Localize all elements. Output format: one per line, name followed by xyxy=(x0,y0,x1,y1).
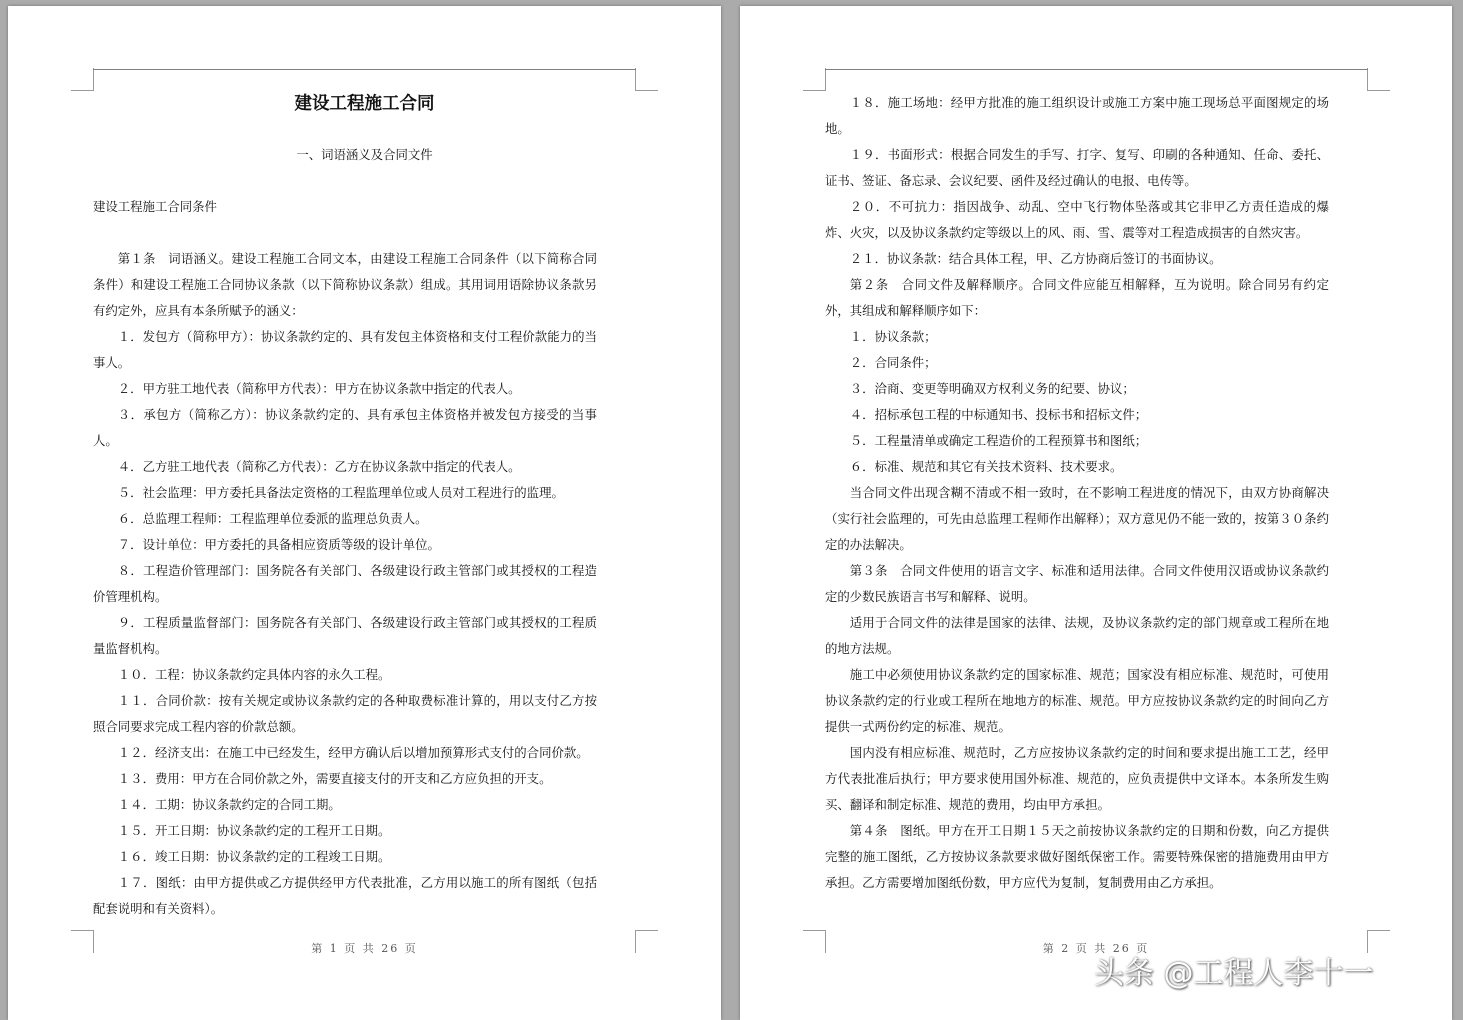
paragraph: １４．工期：协议条款约定的合同工期。 xyxy=(117,797,341,812)
paragraph: ６．总监理工程师：工程监理单位委派的监理总负责人。 xyxy=(117,511,428,526)
paragraph: １０．工程：协议条款约定具体内容的永久工程。 xyxy=(117,667,391,682)
page-2-body xyxy=(825,90,1329,896)
corner-mark xyxy=(635,68,658,91)
paragraph: １２．经济支出：在施工中已经发生，经甲方确认后以增加预算形式支付的合同价款。 xyxy=(117,745,589,760)
paragraph: ２０．不可抗力：指因战争、动乱、空中飞行物体坠落或其它非甲乙方责任造成的爆炸、火灾，以及协议条款约定等级以上的风、雨、雪、震等对工程造成损害的自然灾害。 xyxy=(825,199,1329,240)
paragraph: １３．费用：甲方在合同价款之外，需要直接支付的开支和乙方应负担的开支。 xyxy=(117,771,552,786)
paragraph: 适用于合同文件的法律是国家的法律、法规，及协议条款约定的部门规章或工程所在地的地方法规。 xyxy=(825,615,1329,656)
paragraph: １．协议条款； xyxy=(849,329,937,344)
corner-mark xyxy=(803,68,826,91)
watermark-text: 头条 @工程人李十一 xyxy=(1094,956,1374,991)
paragraph: ７．设计单位：甲方委托的具备相应资质等级的设计单位。 xyxy=(117,537,440,552)
section-title: 一、词语涵义及合同文件 xyxy=(296,147,433,162)
paragraph: １７．图纸：由甲方提供或乙方提供经甲方代表批准，乙方用以施工的所有图纸（包括配套说明和有关资料）。 xyxy=(93,875,597,916)
header-line xyxy=(93,69,636,70)
corner-mark xyxy=(71,68,94,91)
conditions-title: 建设工程施工合同条件 xyxy=(93,199,217,214)
paragraph: 第３条 合同文件使用的语言文字、标准和适用法律。合同文件使用汉语或协议条款约定的少数民族语言书写和解释、说明。 xyxy=(825,563,1329,604)
corner-mark xyxy=(1367,68,1390,91)
paragraph: ４．招标承包工程的中标通知书、投标书和招标文件； xyxy=(849,407,1148,422)
paragraph: 第４条 图纸。甲方在开工日期１５天之前按协议条款约定的日期和份数，向乙方提供完整的施工图纸，乙方按协议条款要求做好图纸保密工作。需要特殊保密的措施费用由甲方承担。乙方需要增加图纸份数，甲方应代为复制，复制费用由乙方承担。 xyxy=(825,823,1329,890)
paragraph: １．发包方（简称甲方）：协议条款约定的、具有发包主体资格和支付工程价款能力的当事人。 xyxy=(93,329,597,370)
paragraph: 第２条 合同文件及解释顺序。合同文件应能互相解释，互为说明。除合同另有约定外，其组成和解释顺序如下： xyxy=(825,277,1329,318)
paragraph: 国内没有相应标准、规范时，乙方应按协议条款约定的时间和要求提出施工工艺，经甲方代表批准后执行；甲方要求使用国外标准、规范的，应负责提供中文译本。本条所发生购买、翻译和制定标准、规范的费用，均由甲方承担。 xyxy=(825,745,1329,812)
paragraph: ５．工程量清单或确定工程造价的工程预算书和图纸； xyxy=(849,433,1148,448)
document-page-2 xyxy=(740,6,1452,1020)
header-line xyxy=(825,69,1368,70)
page-1-body xyxy=(93,246,597,922)
paragraph: １６．竣工日期：协议条款约定的工程竣工日期。 xyxy=(117,849,391,864)
paragraph: １９．书面形式：根据合同发生的手写、打字、复写、印刷的各种通知、任命、委托、证书、签证、备忘录、会议纪要、函件及经过确认的电报、电传等。 xyxy=(825,147,1329,188)
paragraph: 当合同文件出现含糊不清或不相一致时，在不影响工程进度的情况下，由双方协商解决（实行社会监理的，可先由总监理工程师作出解释）；双方意见仍不能一致的，按第３０条约定的办法解决。 xyxy=(825,485,1329,552)
paragraph: ２１．协议条款：结合具体工程，甲、乙方协商后签订的书面协议。 xyxy=(849,251,1222,266)
paragraph: 第１条 词语涵义。建设工程施工合同文本，由建设工程施工合同条件（以下简称合同条件）和建设工程施工合同协议条款（以下简称协议条款）组成。其用词用语除协议条款另有约定外，应具有本条所赋予的涵义： xyxy=(93,251,597,318)
paragraph: ８．工程造价管理部门：国务院各有关部门、各级建设行政主管部门或其授权的工程造价管理机构。 xyxy=(93,563,597,604)
paragraph: ２．甲方驻工地代表（简称甲方代表）：甲方在协议条款中指定的代表人。 xyxy=(117,381,521,396)
paragraph: １１．合同价款：按有关规定或协议条款约定的各种取费标准计算的，用以支付乙方按照合同要求完成工程内容的价款总额。 xyxy=(93,693,597,734)
paragraph: ６．标准、规范和其它有关技术资料、技术要求。 xyxy=(849,459,1123,474)
paragraph: ５．社会监理：甲方委托具备法定资格的工程监理单位或人员对工程进行的监理。 xyxy=(117,485,564,500)
document-title: 建设工程施工合同 xyxy=(294,94,435,114)
paragraph: ９．工程质量监督部门：国务院各有关部门、各级建设行政主管部门或其授权的工程质量监督机构。 xyxy=(93,615,597,656)
document-page-1 xyxy=(8,6,721,1020)
page-footer: 第 2 页 共 26 页 xyxy=(1042,942,1150,955)
paragraph: ３．洽商、变更等明确双方权利义务的纪要、协议； xyxy=(849,381,1135,396)
paragraph: ２．合同条件； xyxy=(849,355,937,370)
paragraph: １８．施工场地：经甲方批准的施工组织设计或施工方案中施工现场总平面图规定的场地。 xyxy=(825,95,1329,136)
paragraph: ４．乙方驻工地代表（简称乙方代表）：乙方在协议条款中指定的代表人。 xyxy=(117,459,521,474)
paragraph: 施工中必须使用协议条款约定的国家标准、规范；国家没有相应标准、规范时，可使用协议条款约定的行业或工程所在地地方的标准、规范。甲方应按协议条款约定的时间向乙方提供一式两份约定的标准、规范。 xyxy=(825,667,1329,734)
paragraph: ３．承包方（简称乙方）：协议条款约定的、具有承包主体资格并被发包方接受的当事人。 xyxy=(93,407,597,448)
page-footer: 第 1 页 共 26 页 xyxy=(311,942,418,955)
paragraph: １５．开工日期：协议条款约定的工程开工日期。 xyxy=(117,823,391,838)
